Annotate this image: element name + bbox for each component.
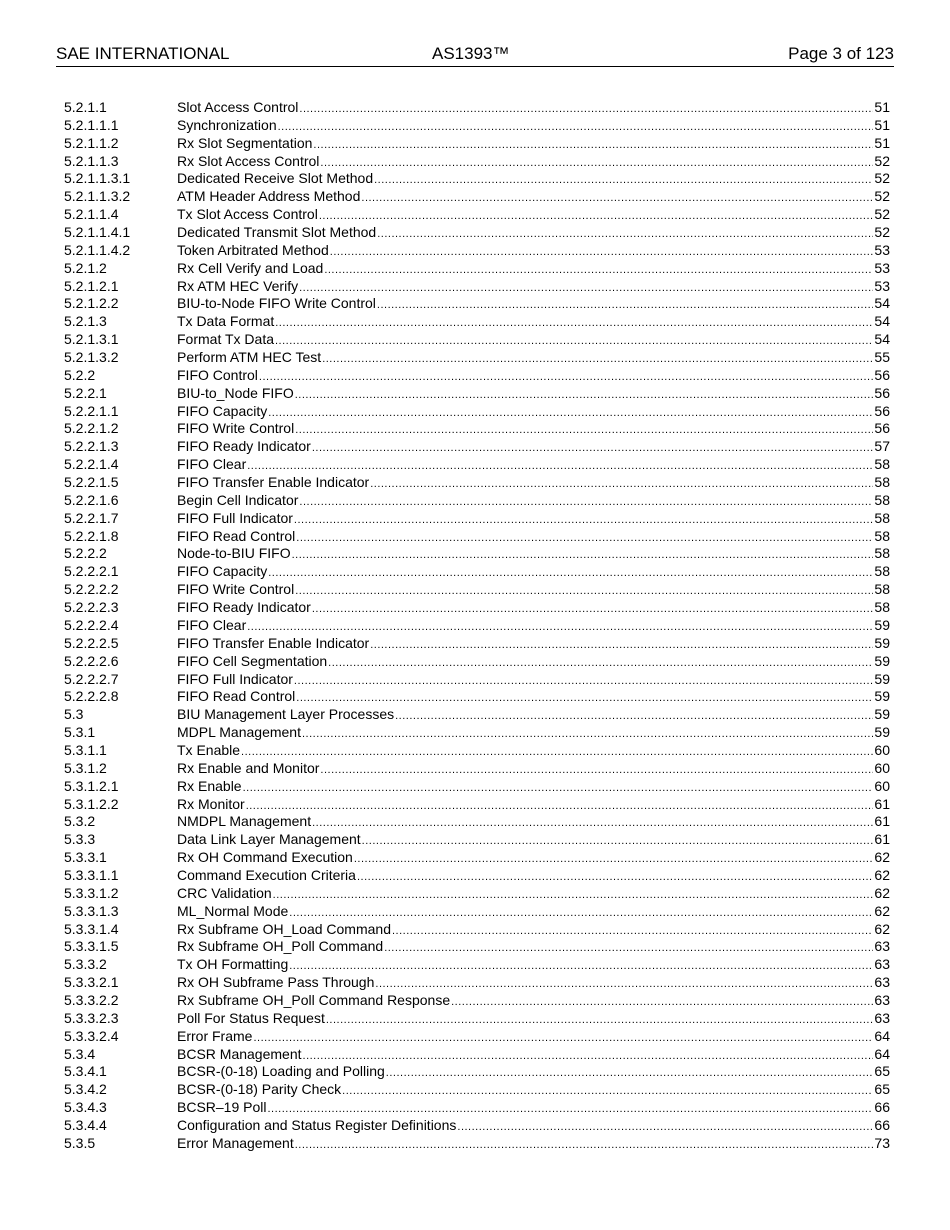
- toc-section-title: Error Frame: [177, 1027, 253, 1044]
- toc-section-title: FIFO Control: [177, 366, 258, 383]
- toc-dot-leader: [312, 601, 874, 619]
- toc-section-title: Configuration and Status Register Definitions: [177, 1116, 457, 1133]
- toc-page-number: 51: [874, 116, 890, 133]
- toc-page-number: 52: [874, 170, 890, 187]
- toc-section-number: 5.3.3.1.4: [64, 920, 119, 937]
- page-header: [56, 44, 894, 67]
- toc-section-title: FIFO Read Control: [177, 688, 296, 705]
- toc-entry[interactable]: [64, 295, 890, 313]
- header-document-number: AS1393™: [432, 44, 510, 63]
- toc-section-number: 5.2.2.1.4: [64, 456, 119, 473]
- toc-section-title: Tx OH Formatting: [177, 956, 289, 973]
- toc-section-number: 5.2.1.1: [64, 99, 107, 115]
- toc-dot-leader: [386, 1065, 874, 1083]
- toc-section-title: ML_Normal Mode: [177, 902, 289, 919]
- toc-entry[interactable]: [64, 599, 890, 617]
- toc-dot-leader: [292, 547, 874, 565]
- toc-section-title: Rx Cell Verify and Load: [177, 259, 324, 276]
- toc-section-title: FIFO Full Indicator: [177, 670, 293, 687]
- toc-entry[interactable]: [64, 742, 890, 760]
- toc-section-title: Tx Enable: [177, 741, 241, 758]
- toc-section-number: 5.3.1.1: [64, 741, 107, 758]
- toc-page-number: 59: [874, 706, 890, 723]
- toc-page-number: 58: [874, 527, 890, 544]
- toc-dot-leader: [299, 280, 873, 298]
- toc-section-title: FIFO Capacity: [177, 402, 268, 419]
- toc-section-number: 5.2.1.2.1: [64, 277, 119, 294]
- toc-entry[interactable]: [64, 671, 890, 689]
- toc-page-number: 59: [874, 634, 890, 651]
- toc-entry[interactable]: [64, 170, 890, 188]
- toc-page-number: 66: [874, 1099, 890, 1116]
- toc-section-number: 5.2.2.2.1: [64, 563, 119, 580]
- toc-entry[interactable]: [64, 349, 890, 367]
- toc-page-number: 51: [874, 99, 890, 115]
- toc-page-number: 61: [874, 795, 890, 812]
- toc-entry[interactable]: [64, 385, 890, 403]
- toc-page-number: 53: [874, 277, 890, 294]
- toc-section-title: Synchronization: [177, 116, 277, 133]
- toc-page-number: 57: [874, 438, 890, 455]
- toc-section-number: 5.2.1.1.3.1: [64, 170, 131, 187]
- toc-section-title: Error Management: [177, 1134, 294, 1151]
- toc-entry[interactable]: [64, 706, 890, 724]
- toc-dot-leader: [241, 744, 873, 762]
- toc-section-title: BCSR-(0-18) Loading and Polling: [177, 1063, 385, 1080]
- toc-section-number: 5.2.2: [64, 366, 96, 383]
- toc-section-number: 5.3.4.2: [64, 1081, 107, 1098]
- toc-page-number: 64: [874, 1027, 890, 1044]
- toc-page-number: 52: [874, 224, 890, 241]
- toc-page-number: 62: [874, 849, 890, 866]
- toc-page-number: 62: [874, 884, 890, 901]
- toc-dot-leader: [361, 190, 873, 208]
- toc-section-title: BCSR–19 Poll: [177, 1099, 267, 1116]
- toc-entry[interactable]: [64, 867, 890, 885]
- toc-entry[interactable]: [64, 1135, 890, 1153]
- toc-section-title: BIU Management Layer Processes: [177, 706, 395, 723]
- toc-entry[interactable]: [64, 474, 890, 492]
- toc-dot-leader: [295, 422, 873, 440]
- toc-dot-leader: [299, 101, 873, 119]
- toc-entry[interactable]: [64, 117, 890, 135]
- toc-entry[interactable]: [64, 956, 890, 974]
- toc-section-title: Dedicated Receive Slot Method: [177, 170, 374, 187]
- toc-section-title: Token Arbitrated Method: [177, 241, 329, 258]
- toc-entry[interactable]: [64, 528, 890, 546]
- toc-page-number: 58: [874, 599, 890, 616]
- toc-dot-leader: [246, 798, 874, 816]
- toc-entry[interactable]: [64, 938, 890, 956]
- toc-section-title: Node-to-BIU FIFO: [177, 545, 291, 562]
- toc-section-number: 5.2.1.2: [64, 259, 107, 276]
- toc-section-number: 5.3.2: [64, 813, 96, 830]
- toc-dot-leader: [392, 923, 873, 941]
- toc-section-number: 5.2.2.2.8: [64, 688, 119, 705]
- toc-entry[interactable]: [64, 403, 890, 421]
- toc-section-title: FIFO Write Control: [177, 420, 295, 437]
- toc-entry[interactable]: [64, 992, 890, 1010]
- toc-entry[interactable]: [64, 903, 890, 921]
- toc-entry[interactable]: [64, 563, 890, 581]
- toc-dot-leader: [294, 512, 874, 530]
- toc-entry[interactable]: [64, 510, 890, 528]
- toc-page-number: 61: [874, 813, 890, 830]
- toc-section-number: 5.3.5: [64, 1134, 96, 1151]
- toc-page-number: 58: [874, 581, 890, 598]
- toc-dot-leader: [273, 887, 874, 905]
- toc-dot-leader: [377, 226, 873, 244]
- toc-page-number: 62: [874, 902, 890, 919]
- toc-dot-leader: [384, 940, 873, 958]
- toc-page-number: 58: [874, 491, 890, 508]
- toc-dot-leader: [268, 405, 873, 423]
- toc-page-number: 56: [874, 420, 890, 437]
- toc-section-number: 5.2.2.2.3: [64, 599, 119, 616]
- toc-entry[interactable]: [64, 135, 890, 153]
- toc-page-number: 52: [874, 152, 890, 169]
- toc-entry[interactable]: [64, 188, 890, 206]
- toc-dot-leader: [377, 297, 874, 315]
- toc-section-number: 5.2.1.3.2: [64, 349, 119, 366]
- toc-section-number: 5.2.2.2.4: [64, 616, 119, 633]
- toc-entry[interactable]: [64, 242, 890, 260]
- toc-entry[interactable]: [64, 331, 890, 349]
- toc-section-title: BCSR-(0-18) Parity Check: [177, 1081, 342, 1098]
- toc-entry[interactable]: [64, 653, 890, 671]
- toc-section-number: 5.3.3.1.2: [64, 884, 119, 901]
- toc-dot-leader: [451, 994, 873, 1012]
- toc-section-number: 5.2.1.1.4.2: [64, 241, 131, 258]
- toc-entry[interactable]: [64, 420, 890, 438]
- toc-page-number: 58: [874, 563, 890, 580]
- toc-entry[interactable]: [64, 921, 890, 939]
- toc-section-title: FIFO Capacity: [177, 563, 268, 580]
- toc-page-number: 56: [874, 384, 890, 401]
- toc-dot-leader: [320, 155, 873, 173]
- toc-section-title: BCSR Management: [177, 1045, 302, 1062]
- toc-dot-leader: [370, 637, 873, 655]
- toc-dot-leader: [342, 1083, 873, 1101]
- toc-entry[interactable]: [64, 367, 890, 385]
- toc-page-number: 54: [874, 331, 890, 348]
- toc-section-title: Begin Cell Indicator: [177, 491, 299, 508]
- toc-section-number: 5.3.4.4: [64, 1116, 107, 1133]
- toc-section-number: 5.2.2.2.7: [64, 670, 119, 687]
- toc-page-number: 56: [874, 366, 890, 383]
- toc-dot-leader: [295, 583, 873, 601]
- toc-page-number: 58: [874, 545, 890, 562]
- toc-page-number: 65: [874, 1063, 890, 1080]
- toc-section-number: 5.3.3.2.1: [64, 974, 119, 991]
- toc-page-number: 62: [874, 866, 890, 883]
- toc-section-number: 5.2.1.1.3.2: [64, 188, 131, 205]
- toc-dot-leader: [319, 208, 874, 226]
- toc-dot-leader: [243, 780, 874, 798]
- toc-section-number: 5.2.1.3: [64, 313, 107, 330]
- toc-section-title: Rx Subframe OH_Poll Command Response: [177, 991, 451, 1008]
- toc-section-title: Command Execution Criteria: [177, 866, 356, 883]
- toc-page-number: 63: [874, 938, 890, 955]
- toc-dot-leader: [312, 440, 874, 458]
- toc-section-title: Tx Data Format: [177, 313, 275, 330]
- toc-page-number: 59: [874, 670, 890, 687]
- toc-dot-leader: [324, 262, 873, 280]
- toc-section-title: Rx ATM HEC Verify: [177, 277, 299, 294]
- toc-page-number: 53: [874, 241, 890, 258]
- toc-section-number: 5.2.1.1.4: [64, 206, 119, 223]
- toc-dot-leader: [326, 1012, 874, 1030]
- toc-section-number: 5.3.4.1: [64, 1063, 107, 1080]
- toc-section-title: Rx Slot Access Control: [177, 152, 320, 169]
- toc-section-title: FIFO Transfer Enable Indicator: [177, 634, 370, 651]
- toc-page-number: 52: [874, 206, 890, 223]
- toc-dot-leader: [294, 673, 874, 691]
- toc-page-number: 55: [874, 349, 890, 366]
- toc-entry[interactable]: [64, 1063, 890, 1081]
- toc-section-number: 5.2.1.1.2: [64, 134, 119, 151]
- toc-entry[interactable]: [64, 260, 890, 278]
- toc-section-number: 5.2.2.1.1: [64, 402, 119, 419]
- toc-section-number: 5.2.1.1.4.1: [64, 224, 131, 241]
- toc-section-number: 5.2.1.2.2: [64, 295, 119, 312]
- toc-entry[interactable]: [64, 456, 890, 474]
- toc-section-title: FIFO Ready Indicator: [177, 599, 311, 616]
- toc-section-number: 5.2.1.1.3: [64, 152, 119, 169]
- toc-section-number: 5.2.2.2.6: [64, 652, 119, 669]
- toc-entry[interactable]: [64, 1028, 890, 1046]
- toc-section-title: Format Tx Data: [177, 331, 274, 348]
- toc-dot-leader: [457, 1119, 873, 1137]
- toc-entry[interactable]: [64, 581, 890, 599]
- toc-page-number: 65: [874, 1081, 890, 1098]
- toc-entry[interactable]: [64, 492, 890, 510]
- toc-page-number: 59: [874, 616, 890, 633]
- toc-section-number: 5.3.3.2: [64, 956, 107, 973]
- toc-entry[interactable]: [64, 885, 890, 903]
- toc-section-number: 5.3.3.2.2: [64, 991, 119, 1008]
- toc-entry[interactable]: [64, 153, 890, 171]
- toc-section-title: FIFO Full Indicator: [177, 509, 293, 526]
- toc-entry[interactable]: [64, 1081, 890, 1099]
- toc-page-number: 66: [874, 1116, 890, 1133]
- toc-section-number: 5.3.3.2.3: [64, 1009, 119, 1026]
- toc-page-number: 73: [874, 1134, 890, 1151]
- toc-entry[interactable]: [64, 438, 890, 456]
- toc-section-title: Rx Slot Segmentation: [177, 134, 313, 151]
- toc-section-title: FIFO Ready Indicator: [177, 438, 311, 455]
- toc-dot-leader: [354, 851, 874, 869]
- toc-section-title: Rx Subframe OH_Poll Command: [177, 938, 384, 955]
- toc-page-number: 59: [874, 652, 890, 669]
- toc-section-number: 5.2.2.1: [64, 384, 107, 401]
- toc-section-title: Rx OH Subframe Pass Through: [177, 974, 375, 991]
- toc-section-number: 5.2.2.1.8: [64, 527, 119, 544]
- toc-section-number: 5.3.3.1.1: [64, 866, 119, 883]
- toc-dot-leader: [395, 708, 873, 726]
- toc-dot-leader: [278, 119, 874, 137]
- toc-section-title: Dedicated Transmit Slot Method: [177, 224, 377, 241]
- toc-entry[interactable]: [64, 313, 890, 331]
- toc-page-number: 62: [874, 920, 890, 937]
- toc-dot-leader: [253, 1030, 873, 1048]
- toc-section-number: 5.2.2.1.5: [64, 474, 119, 491]
- toc-dot-leader: [289, 958, 873, 976]
- toc-entry[interactable]: [64, 831, 890, 849]
- toc-section-title: FIFO Clear: [177, 456, 247, 473]
- toc-section-title: Slot Access Control: [177, 99, 299, 115]
- toc-section-title: Tx Slot Access Control: [177, 206, 318, 223]
- toc-page-number: 59: [874, 688, 890, 705]
- toc-entry[interactable]: [64, 796, 890, 814]
- toc-dot-leader: [295, 1137, 874, 1155]
- toc-dot-leader: [303, 1048, 874, 1066]
- toc-page-number: 51: [874, 134, 890, 151]
- toc-dot-leader: [259, 369, 874, 387]
- toc-section-title: Perform ATM HEC Test: [177, 349, 322, 366]
- toc-dot-leader: [268, 565, 873, 583]
- toc-section-title: Rx Enable: [177, 777, 242, 794]
- toc-dot-leader: [328, 655, 873, 673]
- toc-section-title: FIFO Read Control: [177, 527, 296, 544]
- toc-entry[interactable]: [64, 545, 890, 563]
- toc-section-number: 5.3.1.2.1: [64, 777, 119, 794]
- toc-section-title: CRC Validation: [177, 884, 272, 901]
- toc-entry[interactable]: [64, 778, 890, 796]
- toc-dot-leader: [275, 315, 873, 333]
- toc-page-number: 58: [874, 456, 890, 473]
- toc-page-number: 54: [874, 295, 890, 312]
- toc-page-number: 63: [874, 1009, 890, 1026]
- toc-section-number: 5.2.1.3.1: [64, 331, 119, 348]
- toc-entry[interactable]: [64, 206, 890, 224]
- header-organization: SAE INTERNATIONAL: [56, 44, 230, 63]
- toc-dot-leader: [275, 333, 873, 351]
- toc-dot-leader: [357, 869, 873, 887]
- toc-entry[interactable]: [64, 1046, 890, 1064]
- toc-dot-leader: [302, 726, 873, 744]
- toc-section-number: 5.2.2.1.2: [64, 420, 119, 437]
- toc-section-title: FIFO Cell Segmentation: [177, 652, 328, 669]
- toc-section-title: NMDPL Management: [177, 813, 312, 830]
- toc-entry[interactable]: [64, 617, 890, 635]
- toc-section-title: FIFO Clear: [177, 616, 247, 633]
- toc-page-number: 54: [874, 313, 890, 330]
- toc-entry[interactable]: [64, 1010, 890, 1028]
- toc-section-number: 5.3.3.1.3: [64, 902, 119, 919]
- toc-section-number: 5.2.2.2.2: [64, 581, 119, 598]
- toc-page-number: 60: [874, 759, 890, 776]
- toc-entry[interactable]: [64, 635, 890, 653]
- toc-section-number: 5.3.4.3: [64, 1099, 107, 1116]
- toc-page-number: 53: [874, 259, 890, 276]
- toc-section-number: 5.3.3.1: [64, 849, 107, 866]
- toc-section-title: Rx OH Command Execution: [177, 849, 353, 866]
- toc-section-title: Rx Enable and Monitor: [177, 759, 320, 776]
- toc-section-title: BIU-to-Node FIFO Write Control: [177, 295, 376, 312]
- toc-section-number: 5.3.1.2.2: [64, 795, 119, 812]
- toc-entry[interactable]: [64, 1099, 890, 1117]
- toc-page-number: 63: [874, 974, 890, 991]
- toc-page-number: 60: [874, 777, 890, 794]
- toc-dot-leader: [362, 833, 874, 851]
- toc-entry[interactable]: [64, 760, 890, 778]
- toc-entry[interactable]: [64, 813, 890, 831]
- toc-page-number: 52: [874, 188, 890, 205]
- toc-page-number: 63: [874, 956, 890, 973]
- header-page-number: Page 3 of 123: [788, 44, 894, 63]
- toc-section-title: FIFO Write Control: [177, 581, 295, 598]
- toc-section-number: 5.3.1.2: [64, 759, 107, 776]
- toc-page-number: 64: [874, 1045, 890, 1062]
- toc-entry[interactable]: [64, 224, 890, 242]
- toc-section-number: 5.2.2.1.7: [64, 509, 119, 526]
- toc-section-number: 5.3: [64, 706, 84, 723]
- toc-entry[interactable]: [64, 724, 890, 742]
- toc-dot-leader: [296, 530, 873, 548]
- toc-dot-leader: [322, 351, 873, 369]
- toc-entry[interactable]: [64, 849, 890, 867]
- toc-section-number: 5.2.2.1.6: [64, 491, 119, 508]
- toc-section-title: MDPL Management: [177, 724, 301, 741]
- toc-section-number: 5.3.4: [64, 1045, 96, 1062]
- toc-entry[interactable]: [64, 688, 890, 706]
- toc-dot-leader: [313, 137, 873, 155]
- toc-section-title: Data Link Layer Management: [177, 831, 361, 848]
- toc-section-number: 5.3.3: [64, 831, 96, 848]
- toc-page-number: 61: [874, 831, 890, 848]
- toc-entry[interactable]: [64, 974, 890, 992]
- toc-section-title: Rx Monitor: [177, 795, 245, 812]
- toc-section-number: 5.2.1.1.1: [64, 116, 119, 133]
- toc-dot-leader: [295, 387, 874, 405]
- toc-dot-leader: [330, 244, 874, 262]
- toc-dot-leader: [370, 476, 873, 494]
- toc-entry[interactable]: [64, 99, 890, 117]
- toc-section-title: BIU-to_Node FIFO: [177, 384, 294, 401]
- toc-dot-leader: [320, 762, 873, 780]
- toc-section-number: 5.2.2.2.5: [64, 634, 119, 651]
- toc-dot-leader: [374, 172, 873, 190]
- toc-page-number: 60: [874, 741, 890, 758]
- toc-section-number: 5.3.1: [64, 724, 96, 741]
- toc-page-number: 58: [874, 474, 890, 491]
- toc-dot-leader: [312, 815, 873, 833]
- toc-entry[interactable]: [64, 278, 890, 296]
- toc-section-number: 5.2.2.2: [64, 545, 107, 562]
- toc-section-title: Rx Subframe OH_Load Command: [177, 920, 391, 937]
- toc-entry[interactable]: [64, 1117, 890, 1135]
- toc-page-number: 59: [874, 724, 890, 741]
- toc-section-number: 5.3.3.1.5: [64, 938, 119, 955]
- toc-dot-leader: [299, 494, 873, 512]
- toc-section-title: ATM Header Address Method: [177, 188, 361, 205]
- toc-section-number: 5.3.3.2.4: [64, 1027, 119, 1044]
- table-of-contents: [64, 99, 890, 1153]
- toc-page-number: 56: [874, 402, 890, 419]
- toc-section-title: FIFO Transfer Enable Indicator: [177, 474, 370, 491]
- toc-page-number: 58: [874, 509, 890, 526]
- toc-section-title: Poll For Status Request: [177, 1009, 325, 1026]
- toc-page-number: 63: [874, 991, 890, 1008]
- toc-section-number: 5.2.2.1.3: [64, 438, 119, 455]
